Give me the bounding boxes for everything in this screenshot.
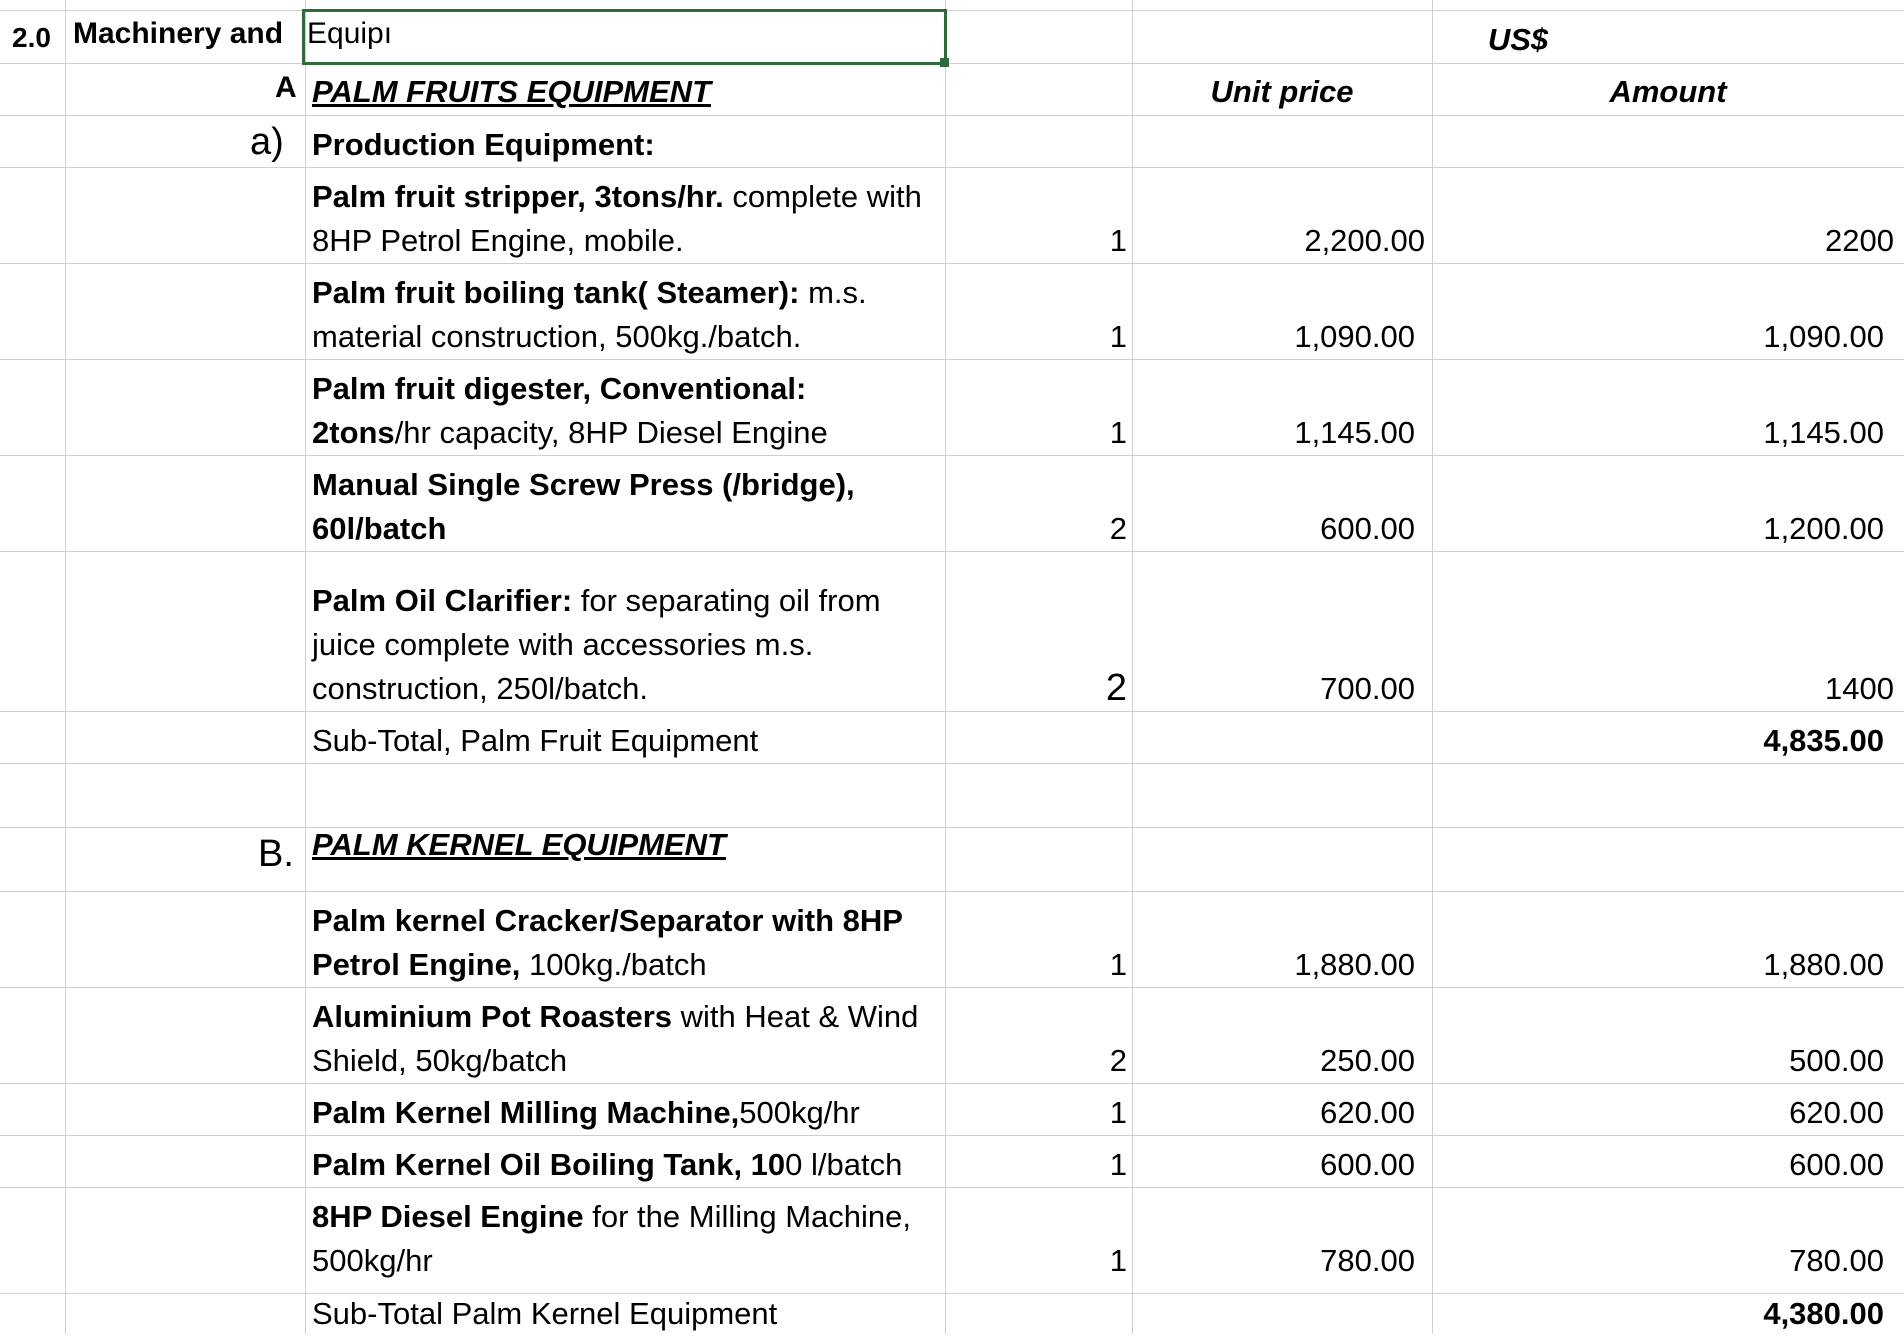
item-name: 2tons (312, 415, 395, 450)
item-detail: material construction, 500kg./batch. (312, 319, 802, 354)
item-name: 60l/batch (312, 511, 447, 546)
section-a-title[interactable]: PALM FRUITS EQUIPMENT (312, 74, 711, 109)
grid-line (0, 987, 1904, 988)
item-detail: 500kg/hr (739, 1095, 860, 1130)
unit-price-cell[interactable]: 250.00 (1320, 1043, 1415, 1078)
unit-price-cell[interactable]: 1,090.00 (1294, 319, 1415, 354)
section-number[interactable]: 2.0 (12, 22, 51, 53)
amount-cell[interactable]: 500.00 (1789, 1043, 1884, 1078)
grid-line (0, 167, 1904, 168)
item-detail: for the Milling Machine, (583, 1199, 912, 1234)
currency-header[interactable]: US$ (1487, 22, 1549, 57)
quantity-cell[interactable]: 1 (1109, 1243, 1127, 1278)
grid-line (0, 551, 1904, 552)
unit-price-header[interactable]: Unit price (1210, 74, 1354, 109)
item-description[interactable] (312, 463, 855, 551)
item-description[interactable] (312, 367, 828, 455)
unit-price-cell[interactable]: 600.00 (1320, 511, 1415, 546)
quantity-cell[interactable]: 2 (1105, 667, 1127, 709)
quantity-cell[interactable]: 1 (1109, 1095, 1127, 1130)
item-detail: construction, 250l/batch. (312, 671, 649, 706)
item-detail: m.s. (799, 275, 867, 310)
amount-cell[interactable]: 1,090.00 (1763, 319, 1884, 354)
item-name: Palm Kernel Oil Boiling Tank, 10 (312, 1147, 786, 1182)
unit-price-cell[interactable]: 600.00 (1320, 1147, 1415, 1182)
subsection-marker[interactable]: a) (250, 121, 284, 163)
quantity-cell[interactable]: 1 (1109, 1147, 1127, 1182)
grid-line (0, 827, 1904, 828)
amount-cell[interactable]: 2200 (1825, 223, 1894, 258)
quantity-cell[interactable]: 1 (1109, 415, 1127, 450)
section-b-title[interactable]: PALM KERNEL EQUIPMENT (312, 827, 726, 862)
unit-price-cell[interactable]: 1,880.00 (1294, 947, 1415, 982)
section-title[interactable]: Machinery and (73, 17, 284, 50)
active-cell-text[interactable]: Equipı (307, 17, 393, 50)
item-detail: complete with (723, 179, 922, 214)
item-description[interactable] (312, 579, 881, 711)
amount-cell[interactable]: 1,200.00 (1763, 511, 1884, 546)
grid-line (0, 1187, 1904, 1188)
grid-line (0, 115, 1904, 116)
amount-header[interactable]: Amount (1609, 74, 1727, 109)
item-detail: for separating oil from (572, 583, 881, 618)
item-description[interactable] (312, 995, 918, 1083)
item-name: Palm fruit stripper, 3tons/hr. (312, 179, 724, 214)
quantity-cell[interactable]: 2 (1109, 1043, 1127, 1078)
item-name: Palm Oil Clarifier: (312, 583, 573, 618)
subtotal-amount[interactable]: 4,380.00 (1763, 1296, 1884, 1331)
item-name: Palm kernel Cracker/Separator with 8HP (312, 903, 903, 938)
item-name: Palm fruit boiling tank( Steamer): (312, 275, 800, 310)
quantity-cell[interactable]: 2 (1109, 511, 1127, 546)
amount-cell[interactable]: 620.00 (1789, 1095, 1884, 1130)
grid-line (305, 0, 306, 1334)
section-a-marker[interactable]: A (275, 71, 297, 104)
unit-price-cell[interactable]: 2,200.00 (1304, 223, 1425, 258)
amount-cell[interactable]: 1,145.00 (1763, 415, 1884, 450)
item-name: Petrol Engine, (312, 947, 521, 982)
unit-price-cell[interactable]: 1,145.00 (1294, 415, 1415, 450)
item-name: Aluminium Pot Roasters (312, 999, 672, 1034)
grid-line (0, 711, 1904, 712)
active-cell-selection[interactable] (302, 9, 947, 65)
item-description[interactable] (312, 899, 903, 987)
item-description[interactable] (312, 1143, 902, 1187)
quantity-cell[interactable]: 1 (1109, 319, 1127, 354)
item-detail: Shield, 50kg/batch (312, 1043, 568, 1078)
grid-line (0, 763, 1904, 764)
grid-line (0, 10, 1904, 11)
unit-price-cell[interactable]: 780.00 (1320, 1243, 1415, 1278)
quantity-cell[interactable]: 1 (1109, 947, 1127, 982)
grid-line (0, 359, 1904, 360)
grid-line (0, 1083, 1904, 1084)
subtotal-label[interactable]: Sub-Total, Palm Fruit Equipment (312, 723, 759, 758)
quantity-cell[interactable]: 1 (1109, 223, 1127, 258)
item-detail: 8HP Petrol Engine, mobile. (312, 223, 684, 258)
grid-line (0, 1135, 1904, 1136)
grid-line (65, 0, 66, 1334)
subtotal-amount[interactable]: 4,835.00 (1763, 723, 1884, 758)
item-detail: /hr capacity, 8HP Diesel Engine (394, 415, 828, 450)
amount-cell[interactable]: 1400 (1825, 671, 1894, 706)
item-description[interactable] (312, 1091, 860, 1135)
item-detail: juice complete with accessories m.s. (312, 627, 814, 662)
item-name: Palm fruit digester, Conventional: (312, 371, 807, 406)
grid-line (0, 455, 1904, 456)
grid-line (0, 891, 1904, 892)
amount-cell[interactable]: 780.00 (1789, 1243, 1884, 1278)
item-name: 8HP Diesel Engine (312, 1199, 584, 1234)
item-description[interactable] (312, 1195, 911, 1283)
grid-line (0, 263, 1904, 264)
unit-price-cell[interactable]: 700.00 (1320, 671, 1415, 706)
item-detail: 0 l/batch (785, 1147, 903, 1182)
amount-cell[interactable]: 600.00 (1789, 1147, 1884, 1182)
item-detail: with Heat & Wind (672, 999, 919, 1034)
item-description[interactable] (312, 175, 922, 263)
grid-line (0, 63, 1904, 64)
subtotal-label[interactable]: Sub-Total Palm Kernel Equipment (312, 1296, 778, 1331)
item-name: Manual Single Screw Press (/bridge), (312, 467, 855, 502)
item-detail: 100kg./batch (520, 947, 707, 982)
unit-price-cell[interactable]: 620.00 (1320, 1095, 1415, 1130)
item-description[interactable] (312, 271, 867, 359)
subsection-title[interactable]: Production Equipment: (312, 127, 655, 162)
section-b-marker[interactable]: B. (258, 833, 294, 875)
fill-handle[interactable] (940, 58, 949, 67)
item-name: Palm Kernel Milling Machine, (312, 1095, 740, 1130)
amount-cell[interactable]: 1,880.00 (1763, 947, 1884, 982)
item-detail: 500kg/hr (312, 1243, 433, 1278)
